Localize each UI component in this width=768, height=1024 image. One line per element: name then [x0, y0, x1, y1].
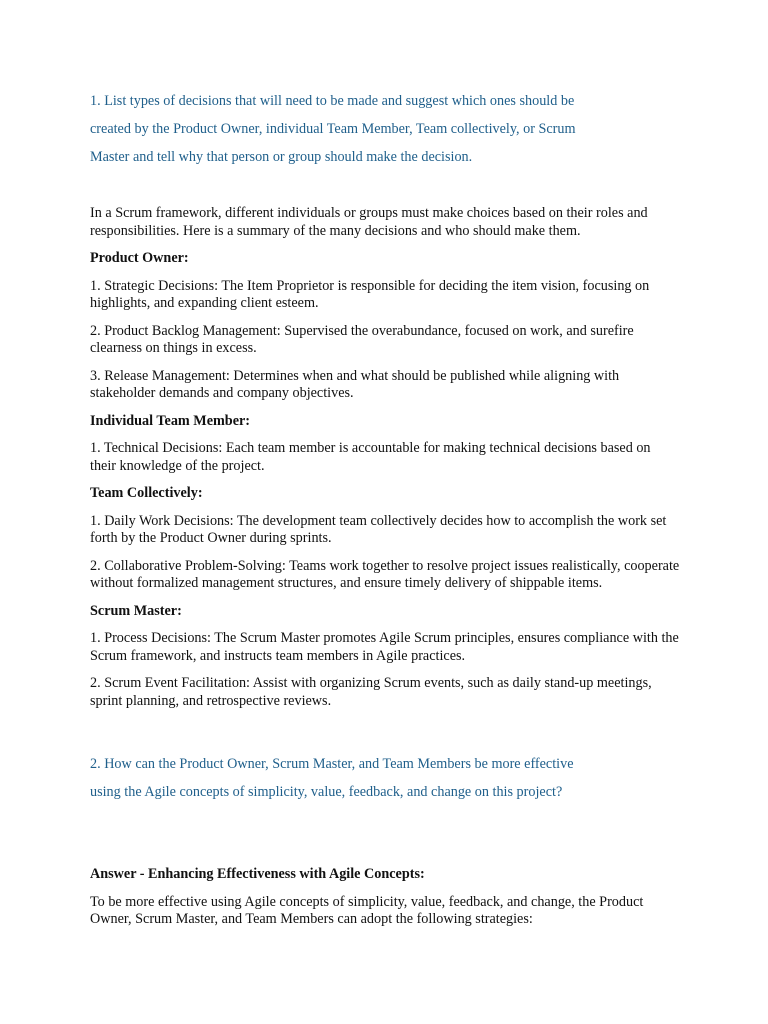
team-collectively-item-1: 1. Daily Work Decisions: The development team collectively decides how to accomplish the work set forth by the Product Owner during sprints. [90, 512, 667, 546]
question-1 [90, 87, 690, 171]
team-collectively-heading: Team Collectively: [90, 485, 203, 501]
answer-2-text: To be more effective using Agile concepts of simplicity, value, feedback, and change, the Product Owner, Scrum Master, and Team Members can adopt the following strategies: [90, 893, 644, 927]
question-1-line-1: 1. List types of decisions that will need to be made and suggest which ones should be [90, 93, 575, 109]
answer-1-section [90, 205, 680, 720]
question-2-line-2: using the Agile concepts of simplicity, value, feedback, and change on this project? [90, 784, 563, 800]
answer-2-heading: Answer - Enhancing Effectiveness with Agile Concepts: [90, 866, 425, 882]
question-2-line-1: 2. How can the Product Owner, Scrum Master, and Team Members be more effective [90, 756, 574, 772]
individual-team-member-item-1: 1. Technical Decisions: Each team member is accountable for making technical decisions based on their knowledge of the project. [90, 440, 651, 474]
product-owner-item-3: 3. Release Management: Determines when and what should be published while aligning with stakeholder demands and company objectives. [90, 367, 620, 401]
product-owner-item-1: 1. Strategic Decisions: The Item Proprietor is responsible for deciding the item vision, focusing on highlights, and expanding client esteem. [90, 277, 650, 311]
question-1-line-3: Master and tell why that person or group should make the decision. [90, 149, 473, 165]
question-1-line-2: created by the Product Owner, individual Team Member, Team collectively, or Scrum [90, 121, 576, 137]
question-2 [90, 750, 690, 806]
answer-2-section [90, 866, 680, 939]
individual-team-member-heading: Individual Team Member: [90, 412, 251, 429]
team-collectively-item-2: 2. Collaborative Problem-Solving: Teams work together to resolve project issues realistically, cooperate without formalized management structures, and ensure timely delivery of shippable items. [90, 557, 680, 591]
product-owner-item-2: 2. Product Backlog Management: Supervised the overabundance, focused on work, and surefire clearness on things in excess. [90, 322, 634, 356]
scrum-master-item-1: 1. Process Decisions: The Scrum Master promotes Agile Scrum principles, ensures compliance with the Scrum framework, and instructs team members in Agile practices. [90, 630, 679, 664]
answer-1-intro: In a Scrum framework, different individuals or groups must make choices based on their roles and responsibilities. Here is a summary of the many decisions and who should make them. [90, 205, 648, 239]
scrum-master-item-2: 2. Scrum Event Facilitation: Assist with organizing Scrum events, such as daily stand-up meetings, sprint planning, and retrospective reviews. [90, 675, 652, 709]
scrum-master-heading: Scrum Master: [90, 602, 182, 619]
product-owner-heading: Product Owner: [90, 250, 189, 266]
